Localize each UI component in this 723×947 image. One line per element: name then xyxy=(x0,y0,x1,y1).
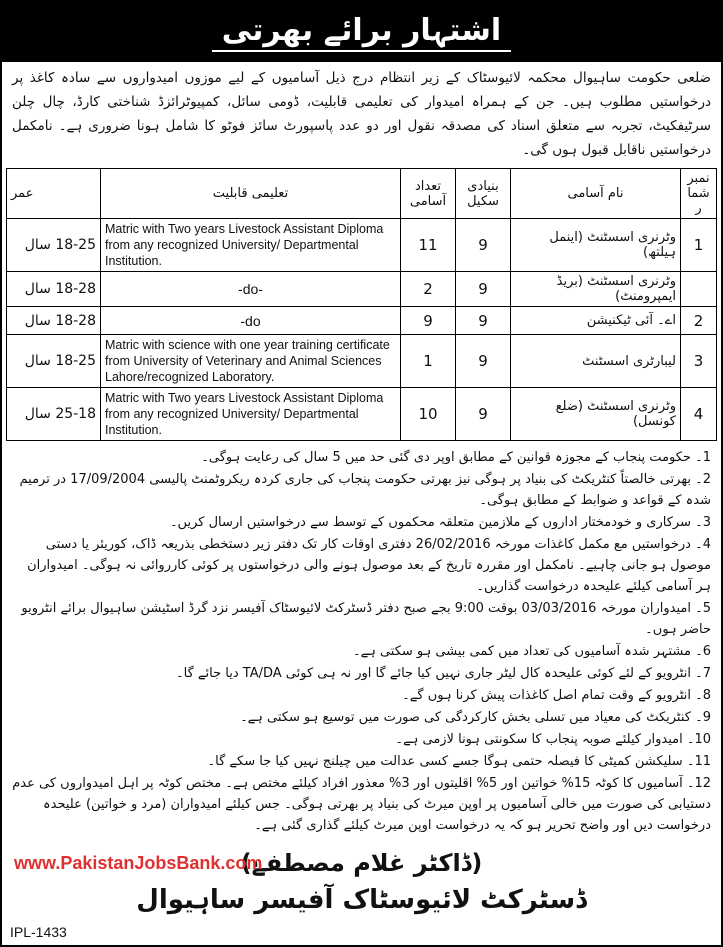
signatory-title: ڈسٹرکٹ لائیوسٹاک آفیسر ساہیوال xyxy=(136,885,587,915)
table-row xyxy=(7,335,717,388)
term-item: 12۔ آسامیوں کا کوٹہ 15% خواتین اور 5% اقلیتوں اور 3% معذور افراد کیلئے مختص ہے۔ مختص کوٹہ پر اہل امیدواروں کی عدم دستیابی کی صورت میں خالی آسامیوں پر اوپن میرٹ کی بنیاد پر بھرتی ہوگی۔ جس کیلئے امیدواران (مرد و خواتین) علیحدہ درخواست دیں اور واضح تحریر ہو کہ یہ درخواست اوپن میرٹ کیلئے گذاری گئی ہے۔ xyxy=(12,776,711,833)
cell-age: 18-28 سال xyxy=(7,272,101,307)
term-item: 6۔ مشتہر شدہ آسامیوں کی تعداد میں کمی بیشی ہو سکتی ہے۔ xyxy=(352,644,711,659)
term-item: 11۔ سلیکشن کمیٹی کا فیصلہ حتمی ہوگا جسے کسی عدالت میں چیلنج نہیں کیا جا سکے گا۔ xyxy=(207,754,711,769)
signature-block xyxy=(2,845,721,923)
term-item: 8۔ انٹرویو کے وقت تمام اصل کاغذات پیش کرنا ہوں گے۔ xyxy=(402,688,711,703)
header-sr: نمبر شمار xyxy=(681,169,717,219)
cell-scale: 9 xyxy=(456,307,511,335)
signatory-name: (ڈاکٹر غلام مصطفےٰ) xyxy=(240,849,483,877)
cell-sr: 4 xyxy=(681,388,717,441)
cell-sr: 2 xyxy=(681,307,717,335)
cell-scale: 9 xyxy=(456,219,511,272)
cell-count: 11 xyxy=(401,219,456,272)
term-item: 2۔ بھرتی خالصتاً کنٹریکٹ کی بنیاد پر ہوگی نیز بھرتی حکومت پنجاب کی جاری کردہ ریکروٹمنٹ پالیسی 17/09/2004 در ترمیم شدہ کے قواعد و ضوابط کے مطابق ہوگی۔ xyxy=(19,472,711,508)
cell-scale: 9 xyxy=(456,272,511,307)
cell-qualification: -do- xyxy=(101,272,401,307)
intro-paragraph: ضلعی حکومت ساہیوال محکمہ لائیوسٹاک کے زیر انتظام درج ذیل آسامیوں کے لیے موزوں امیدواروں سے سادہ کاغذ پر درخواستیں مطلوب ہیں۔ جن کے ہمراہ امیدوار کی تعلیمی قابلیت، ڈومی سائل، کمپیوٹرائزڈ شناختی کارڈ، چال چلن سرٹیفکیٹ، تجربہ سے متعلق اسناد کی مصدقہ نقول اور دو عدد پاسپورٹ سائز فوٹو کا شامل ہونا ضروری ہے۔ نامکمل درخواستیں ناقابل قبول ہوں گی۔ xyxy=(12,70,711,158)
cell-qualification: Matric with science with one year training certificate from University of Veterinary and Animal Sciences Lahore/recognized Laboratory. xyxy=(101,335,401,388)
cell-age: 18-25 سال xyxy=(7,335,101,388)
cell-qualification: -do xyxy=(101,307,401,335)
cell-post: وٹرنری اسسٹنٹ (ضلع کونسل) xyxy=(511,388,681,441)
cell-qualification: Matric with Two years Livestock Assistant Diploma from any recognized University/ Departmental Institution. xyxy=(101,388,401,441)
cell-count: 9 xyxy=(401,307,456,335)
cell-age: 18-25 سال xyxy=(7,219,101,272)
term-item: 3۔ سرکاری و خودمختار اداروں کے ملازمین متعلقہ محکموں کے توسط سے درخواستیں ارسال کریں۔ xyxy=(169,515,711,530)
reference-number: IPL-1433 xyxy=(10,924,67,940)
cell-post: وٹرنری اسسٹنٹ (اینمل ہیلتھ) xyxy=(511,219,681,272)
cell-age: 18-28 سال xyxy=(7,307,101,335)
terms-list xyxy=(12,447,711,837)
cell-scale: 9 xyxy=(456,335,511,388)
term-item: 1۔ حکومت پنجاب کے مجوزہ قوانین کے مطابق اوپر دی گئی حد میں 5 سال کی رعایت ہوگی۔ xyxy=(201,450,711,465)
header-qualification: تعلیمی قابلیت xyxy=(101,169,401,219)
cell-sr: 3 xyxy=(681,335,717,388)
header-post: نام آسامی xyxy=(511,169,681,219)
cell-count: 2 xyxy=(401,272,456,307)
cell-sr: 1 xyxy=(681,219,717,272)
cell-scale: 9 xyxy=(456,388,511,441)
term-item: 5۔ امیدواران مورخہ 03/03/2016 بوقت 9:00 بجے صبح دفتر ڈسٹرکٹ لائیوسٹاک آفیسر نزد گرڈ اسٹیشن ساہیوال برائے انٹرویو حاضر ہوں۔ xyxy=(21,601,711,637)
term-item: 7۔ انٹرویو کے لئے کوئی علیحدہ کال لیٹر جاری نہیں کیا جائے گا اور نہ ہی کوئی TA/DA دیا جائے گا۔ xyxy=(176,666,711,681)
cell-qualification: Matric with Two years Livestock Assistant Diploma from any recognized University/ Departmental Institution. xyxy=(101,219,401,272)
cell-post: لیبارٹری اسسٹنٹ xyxy=(511,335,681,388)
cell-count: 10 xyxy=(401,388,456,441)
header-band xyxy=(2,2,721,62)
table-header-row xyxy=(7,169,717,219)
cell-post: اے۔ آئی ٹیکنیشن xyxy=(511,307,681,335)
table-row xyxy=(7,388,717,441)
term-item: 10۔ امیدوار کیلئے صوبہ پنجاب کا سکونتی ہونا لازمی ہے۔ xyxy=(395,732,711,747)
cell-count: 1 xyxy=(401,335,456,388)
header-count: تعداد آسامی xyxy=(401,169,456,219)
cell-sr xyxy=(681,272,717,307)
cell-age: 25-18 سال xyxy=(7,388,101,441)
term-item: 9۔ کنٹریکٹ کی معیاد میں تسلی بخش کارکردگی کی صورت میں توسیع ہو سکتی ہے۔ xyxy=(240,710,711,725)
table-row xyxy=(7,272,717,307)
table-row xyxy=(7,219,717,272)
vacancy-table xyxy=(6,168,717,441)
header-age: عمر xyxy=(7,169,101,219)
watermark: www.PakistanJobsBank.com xyxy=(14,853,263,873)
term-item: 4۔ درخواستیں مع مکمل کاغذات مورخہ 26/02/2016 دفتری اوقات کار تک دفتر زیر دستخطی بذریعہ ڈاک، کوریئر یا دستی موصول ہو جانی چاہیے۔ نامکمل اور مقررہ تاریخ کے بعد موصول ہونے والی درخواستوں پر کوئی کارروائی نہ ہوگی۔ امیدواران ہر آسامی کیلئے علیحدہ درخواست گذاریں۔ xyxy=(27,537,711,594)
header-scale: بنیادی سکیل xyxy=(456,169,511,219)
cell-post: وٹرنری اسسٹنٹ (بریڈ ایمپرومنٹ) xyxy=(511,272,681,307)
table-row xyxy=(7,307,717,335)
ad-title: اشتہار برائے بھرتی xyxy=(212,13,511,52)
